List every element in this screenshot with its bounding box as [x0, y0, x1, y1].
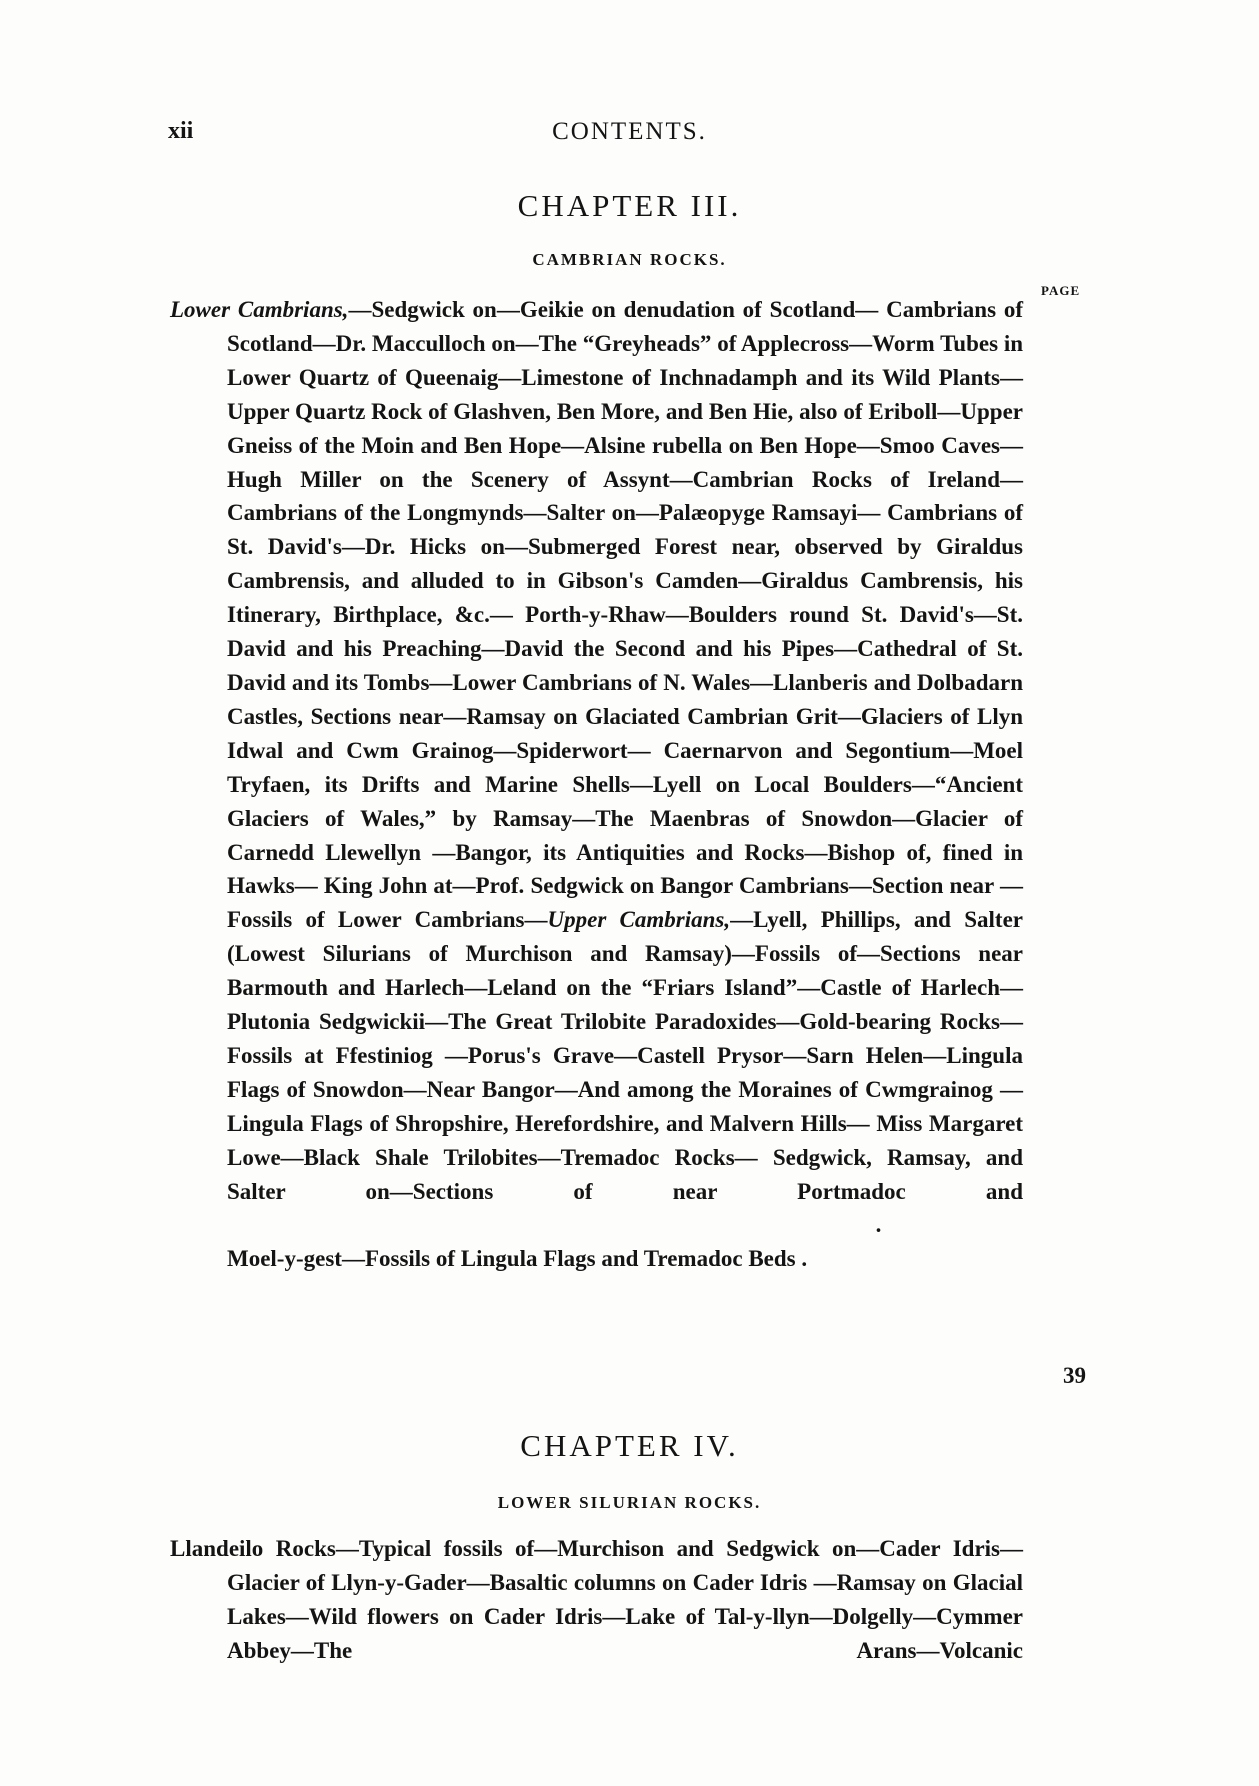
- entry-line: —Fossils of Lower Cambrians—: [227, 873, 1024, 933]
- dot-leader: . .: [801, 1212, 922, 1272]
- chapter-3-section: CAMBRIAN ROCKS.: [532, 250, 727, 269]
- chapter-4-entry: [170, 1532, 1024, 1668]
- entry-line: Sedgwick, Ramsay, and Salter on—Sections of near Portmadoc and: [227, 1144, 1023, 1204]
- entry-line: —Bangor, its Antiquities and Rocks—Bishop of, fined in Hawks—: [227, 839, 1024, 899]
- entry-line: Idris—Glacier of Llyn-y-Gader—Basaltic columns on Cader Idris: [227, 1536, 1023, 1595]
- entry-line: Grit—Glaciers of Llyn Idwal and Cwm Grainog—Spiderwort—: [227, 703, 1024, 763]
- entry-line: —Porus's Grave—Castell Prysor—Sarn Helen—Lingula Flags of: [227, 1042, 1023, 1102]
- entry-line: Ben More, and Ben Hie, also of Eriboll—Upper Gneiss of the Moin: [227, 398, 1023, 458]
- entry-line: King John at—Prof. Sedgwick on Bangor Cambrians—Section near: [323, 873, 994, 899]
- chapter-3-entry: [170, 293, 1024, 1276]
- entry-line: —Sedgwick on—Geikie on denudation of Scotland—: [348, 297, 879, 322]
- entry-line: Cambrians of Scotland—Dr. Macculloch on—The “Greyheads” of: [227, 297, 1024, 356]
- running-title: CONTENTS.: [552, 118, 707, 145]
- entry-line: Snowdon—Near Bangor—And among the Moraines of Cwmgrainog: [312, 1076, 993, 1102]
- entry-line: and Ben Hope—Alsine rubella on Ben Hope—Smoo Caves—Hugh: [227, 432, 1024, 492]
- folio-number: xii: [168, 118, 194, 144]
- entry-line: Moel-y-gest—Fossils of Lingula Flags and Tremadoc Beds: [227, 1246, 796, 1272]
- chapter-4-title: CHAPTER IV.: [520, 1428, 739, 1463]
- entry-head-lower-cambrians: Lower Cambrians,: [170, 297, 349, 322]
- entry-line: observed by Giraldus Cambrensis, and alluded to in Gibson's: [227, 534, 1023, 594]
- entry-head-upper-cambrians: Upper Cambrians,: [547, 907, 731, 933]
- entry-line: Miss Margaret Lowe—Black Shale Trilobites—Tremadoc Rocks—: [227, 1110, 1024, 1170]
- entry-line: Porth-y-Rhaw—Boulders round St. David's—St. David and his: [227, 602, 1023, 662]
- entry-line: Llandeilo Rocks—Typical fossils of—Murchison and Sedgwick on—Cader: [170, 1536, 941, 1561]
- entry-line: Applecross—Worm Tubes in Lower Quartz of Queenaig—Limestone of: [227, 330, 1024, 390]
- entry-line: Cambrians of St. David's—Dr. Hicks on—Submerged Forest near,: [227, 500, 1024, 560]
- entry-line: Preaching—David the Second and his Pipes—Cathedral of St. David: [227, 636, 1023, 695]
- entry-line: Ramsay—The Maenbras of Snowdon—Glacier of Carnedd Llewellyn: [227, 805, 1023, 865]
- entry-line: Dolbadarn Castles, Sections near—Ramsay on Glaciated Cambrian: [227, 669, 1024, 729]
- entry-line: of—Sections near Barmouth and Harlech—Leland on the “Friars: [227, 941, 1023, 1001]
- entry-line: and Salter (Lowest Silurians of Murchison and Ramsay)—Fossils: [227, 907, 1024, 967]
- entry-line: Cambrians of the Longmynds—Salter on—Palæopyge Ramsayi—: [227, 500, 881, 526]
- entry-line: —Ramsay on Glacial Lakes—Wild flowers on Cader Idris—Lake: [227, 1569, 1024, 1629]
- chapter-4-section: LOWER SILURIAN ROCKS.: [497, 1493, 762, 1512]
- entry-line: Caernarvon and Segontium—Moel Tryfaen, its Drifts and Marine: [227, 737, 1024, 797]
- entry-line: of Tal-y-llyn—Dolgelly—Cymmer Abbey—The Arans—Volcanic: [227, 1603, 1023, 1663]
- page-column-label: PAGE: [1041, 283, 1081, 298]
- entry-line: —Lingula Flags of Shropshire, Herefordshire, and Malvern Hills—: [227, 1076, 1023, 1136]
- chapter-3-title: CHAPTER III.: [517, 188, 742, 223]
- entry-line: —Lyell, Phillips,: [730, 907, 901, 933]
- entry-line: and its Tombs—Lower Cambrians of N. Wales—Llanberis and: [291, 669, 911, 695]
- entry-line: Camden—Giraldus Cambrensis, his Itinerary, Birthplace, &c.—: [227, 568, 1024, 628]
- chapter-3-page-number: 39: [1063, 1363, 1086, 1388]
- entry-line: Miller on the Scenery of Assynt—Cambrian Rocks of Ireland—: [300, 466, 1024, 492]
- entry-line: Island”—Castle of Harlech—Plutonia Sedgwickii—The Great: [227, 975, 1023, 1035]
- entry-line: Shells—Lyell on Local Boulders—“Ancient Glaciers of Wales,” by: [227, 771, 1024, 831]
- entry-line: Inchnadamph and its Wild Plants—Upper Quartz Rock of Glashven,: [227, 364, 1023, 424]
- entry-line: Trilobite Paradoxides—Gold-bearing Rocks—Fossils at Ffestiniog: [227, 1009, 1023, 1068]
